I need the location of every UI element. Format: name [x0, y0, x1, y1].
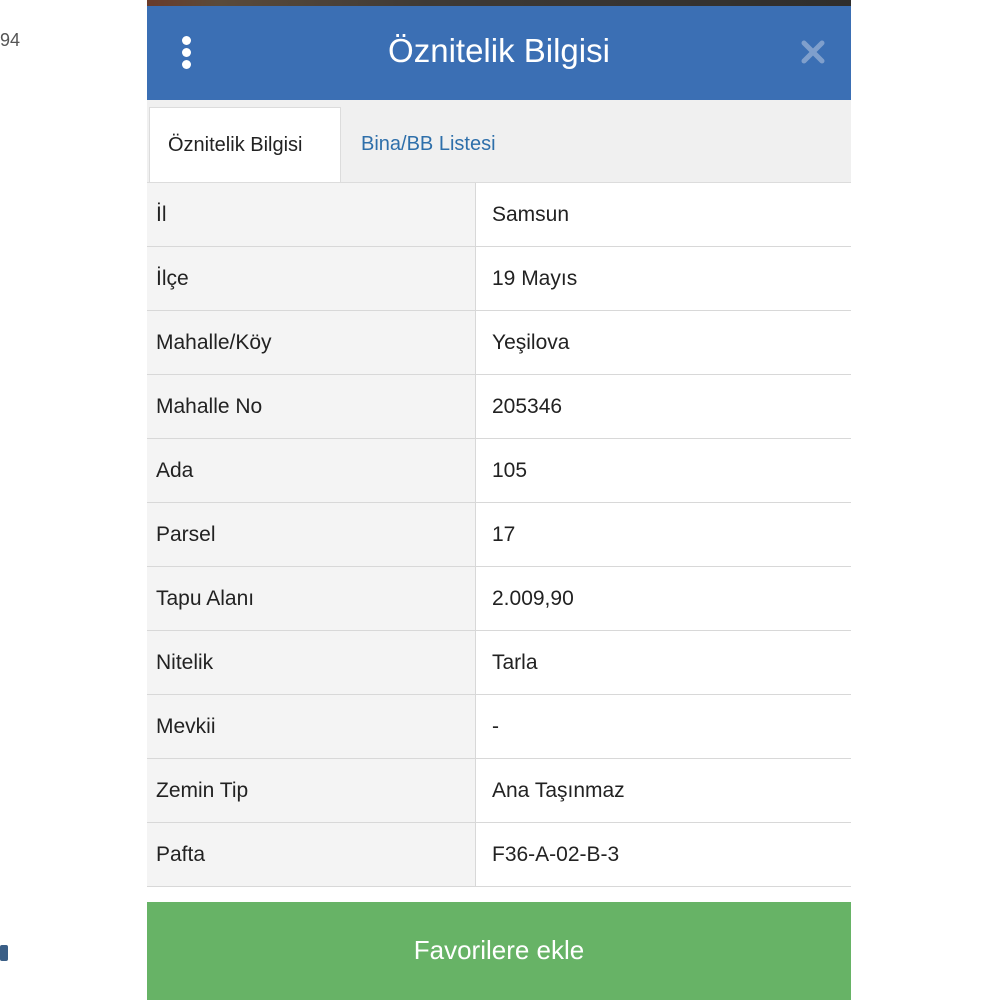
row-value: 205346 — [492, 395, 563, 418]
table-row — [147, 375, 851, 439]
row-value: Yeşilova — [492, 331, 570, 354]
row-value: F36-A-02-B-3 — [492, 843, 620, 866]
table-row — [147, 631, 851, 695]
background-partial-number: 94 — [0, 30, 21, 50]
row-label: Pafta — [147, 823, 476, 886]
close-icon[interactable] — [797, 36, 829, 68]
row-value: Samsun — [492, 203, 570, 226]
table-row — [147, 759, 851, 823]
row-value: 17 — [492, 523, 516, 546]
row-label: İl — [147, 183, 476, 246]
table-row — [147, 311, 851, 375]
row-label: Ada — [147, 439, 476, 502]
row-value: 19 Mayıs — [492, 267, 578, 290]
row-label: Nitelik — [147, 631, 476, 694]
table-row — [147, 823, 851, 887]
row-label: Mahalle/Köy — [147, 311, 476, 374]
row-value: Ana Taşınmaz — [492, 779, 625, 802]
row-label: İlçe — [147, 247, 476, 310]
tab-bar — [147, 100, 851, 183]
row-value: 2.009,90 — [492, 587, 574, 610]
add-to-favorites-button[interactable]: Favorilere ekle — [147, 902, 851, 1000]
row-label: Zemin Tip — [147, 759, 476, 822]
table-row — [147, 183, 851, 247]
tab-building-list[interactable]: Bina/BB Listesi — [361, 133, 496, 155]
row-label: Parsel — [147, 503, 476, 566]
background-partial-icon — [0, 945, 8, 961]
row-label: Mevkii — [147, 695, 476, 758]
table-row — [147, 439, 851, 503]
panel-header — [147, 6, 851, 100]
attribute-info-panel — [147, 0, 851, 1000]
tab-attribute-info[interactable]: Öznitelik Bilgisi — [149, 107, 341, 182]
row-label: Mahalle No — [147, 375, 476, 438]
row-label: Tapu Alanı — [147, 567, 476, 630]
table-row — [147, 503, 851, 567]
row-value: - — [492, 715, 499, 738]
row-value: 105 — [492, 459, 528, 482]
table-row — [147, 695, 851, 759]
table-row — [147, 567, 851, 631]
row-value: Tarla — [492, 651, 538, 674]
attribute-table — [147, 183, 851, 887]
panel-title: Öznitelik Bilgisi — [388, 32, 610, 69]
table-row — [147, 247, 851, 311]
